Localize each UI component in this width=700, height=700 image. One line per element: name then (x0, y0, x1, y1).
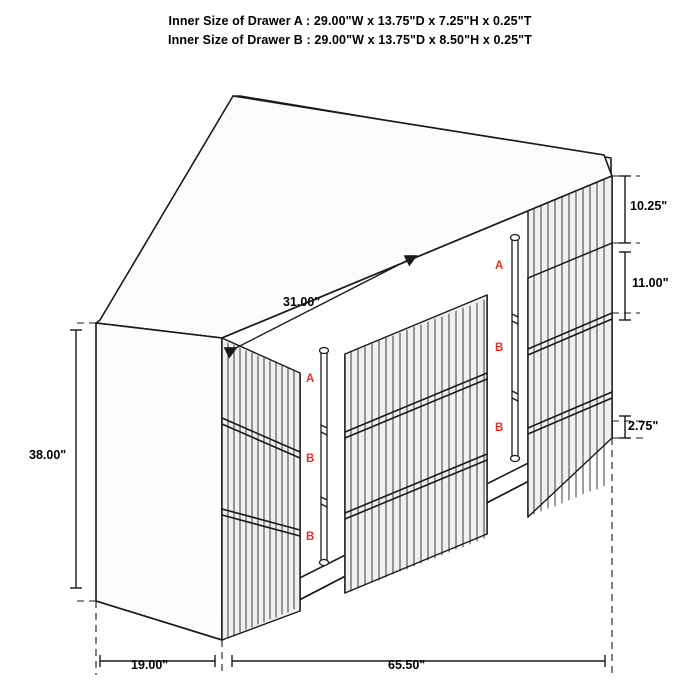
drawer-label-left-b1: B (306, 453, 315, 465)
dim-depth-31: 31.00" (283, 295, 321, 309)
dim-right-base-275: 2.75" (628, 419, 659, 433)
dim-right-top-1025: 10.25" (630, 199, 668, 213)
drawer-label-left-a: A (306, 373, 315, 385)
drawer-label-right-b2: B (495, 422, 504, 434)
spec-line-drawer-b: Inner Size of Drawer B : 29.00"W x 13.75"D x 8.50"H x 0.25"T (168, 33, 532, 47)
dim-right-mid-1100: 11.00" (632, 276, 669, 290)
dim-width-65: 65.50" (388, 658, 426, 672)
drawer-label-right-b1: B (495, 342, 504, 354)
spec-line-drawer-a: Inner Size of Drawer A : 29.00"W x 13.75"D x 7.25"H x 0.25"T (168, 14, 532, 28)
drawer-label-right-a: A (495, 260, 504, 272)
dim-width-19: 19.00" (131, 658, 169, 672)
dim-height-38: 38.00" (29, 448, 67, 462)
drawer-label-left-b2: B (306, 531, 315, 543)
